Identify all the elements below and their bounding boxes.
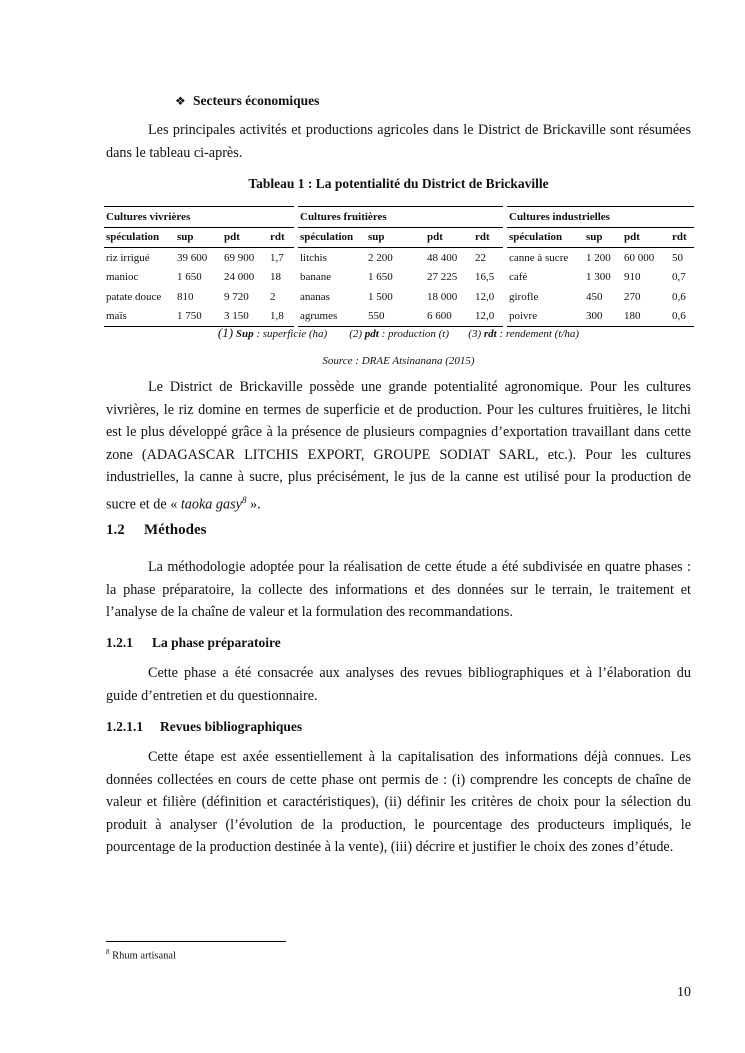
column-header: pdt — [425, 227, 473, 248]
section-heading-methodes: 1.2 Méthodes — [106, 522, 207, 538]
group-header-industrielles: Cultures industrielles — [507, 207, 694, 228]
table-cell: 0,6 — [672, 290, 686, 303]
section-heading-secteurs — [175, 93, 319, 109]
column-header: spéculation — [104, 227, 175, 248]
table-cell: 27 225 — [427, 271, 458, 284]
table-cell: banane — [300, 271, 332, 284]
table-cell: 810 — [177, 290, 194, 303]
table-column-header-row — [104, 227, 694, 248]
crop-potential-table — [104, 206, 694, 327]
table-cell: 0,6 — [670, 307, 694, 327]
table-cell: 910 — [624, 271, 641, 284]
footnote-ref: 8 — [241, 494, 247, 505]
footnote-divider — [106, 941, 286, 942]
group-header-fruitieres: Cultures fruitières — [298, 207, 503, 228]
section-heading-text: Secteurs économiques — [193, 93, 320, 108]
table-cell: 1 500 — [368, 290, 393, 303]
table-cell: agrumes — [298, 307, 366, 327]
table-row — [104, 307, 694, 327]
table-cell: ananas — [300, 290, 330, 303]
table-cell: 0,7 — [672, 271, 686, 284]
table-cell: 6 600 — [425, 307, 473, 327]
column-header: rdt — [670, 227, 694, 248]
table-cell: 1 300 — [586, 271, 611, 284]
table-group-row — [104, 207, 694, 228]
table-cell: 69 900 — [224, 251, 255, 264]
bibliography-paragraph: Cette étape est axée essentiellement à la capitalisation des informations déjà connues. Les données collectées en cours de cette phase ont permis de : (i) comprendre les concepts de chaîne de valeur et filière (définition et caractéristiques), (ii) définir les critères de choix pour la sélection du produit à analyser (l’évolution de la production, le pourcentage des producteurs impliqués, le pourcentage de la production destinée à la vente), (iii) décrire et justifier le choix des zones d’étude. — [106, 749, 691, 856]
table-cell: 12,0 — [475, 290, 495, 303]
potential-paragraph: Le District de Brickaville possède une grande potentialité agronomique. Pour les cultures vivrières, le riz domine en termes de superficie et de production. Pour les cultures fruitières, le litchi est le plus développé grâce à la présence de plusieurs compagnies d’exportation travaillant dans cette zone (ADAGASCAR LITCHIS EXPORT, GROUPE SODIAT SARL, etc.). Pour les cultures industrielles, la canne à sucre, plus précisément, le jus de la canne est utilisé pour la production de sucre et de « taoka gasy$^8$ ». — [106, 379, 691, 513]
table-cell: patate douce — [106, 290, 162, 303]
table-cell: maïs — [104, 307, 175, 327]
column-header: sup — [584, 227, 622, 248]
table-source: Source : DRAE Atsinanana (2015) — [322, 355, 475, 367]
table-cell: 450 — [586, 290, 603, 303]
column-header: pdt — [222, 227, 268, 248]
section-heading-revues: 1.2.1.1 Revues bibliographiques — [106, 719, 303, 734]
table-cell: 1 750 — [175, 307, 222, 327]
table-cell: 1,8 — [268, 307, 294, 327]
methodology-paragraph: La méthodologie adoptée pour la réalisation de cette étude a été subdivisée en quatre phases : la phase préparatoire, la collecte des informations et des données sur le terrain, le traitement et l’analyse de la chaîne de valeur et la formulation des recommandations. — [106, 559, 691, 621]
table-cell: 18 — [270, 271, 281, 284]
footnote: $^8$ Rhum artisanal — [106, 948, 176, 962]
table-cell: 1,7 — [270, 251, 284, 264]
table-cell: 18 000 — [427, 290, 458, 303]
table-cell: 3 150 — [222, 307, 268, 327]
page-number: 10 — [677, 985, 691, 1000]
column-header: rdt — [473, 227, 503, 248]
table-caption: Tableau 1 : La potentialité du District de Brickaville — [248, 176, 549, 191]
column-header: sup — [175, 227, 222, 248]
table-cell: 24 000 — [224, 271, 255, 284]
table-cell: manioc — [106, 271, 139, 284]
table-cell: café — [509, 271, 528, 284]
preparatory-paragraph: Cette phase a été consacrée aux analyses des revues bibliographiques et à l’élaboration du guide d’entretien et du questionnaire. — [106, 665, 691, 704]
column-header: spéculation — [507, 227, 584, 248]
table-cell: 16,5 — [475, 271, 495, 284]
table-cell: 60 000 — [624, 251, 655, 264]
table-cell: 50 — [672, 251, 683, 264]
table-cell: 180 — [622, 307, 670, 327]
diamond-bullet-icon: ❖ — [175, 94, 186, 108]
table-cell: 2 — [270, 290, 276, 303]
table-cell: 22 — [475, 251, 486, 264]
table-row — [104, 287, 694, 307]
table-cell: poivre — [507, 307, 584, 327]
table-cell: 9 720 — [224, 290, 249, 303]
table-cell: 1 650 — [368, 271, 393, 284]
table-cell: 300 — [584, 307, 622, 327]
table-cell: girofle — [509, 290, 539, 303]
table-cell: 2 200 — [368, 251, 393, 264]
table-cell: 550 — [366, 307, 425, 327]
table-cell: 39 600 — [177, 251, 208, 264]
group-header-vivrieres: Cultures vivrières — [104, 207, 294, 228]
table-cell: riz irrigué — [106, 251, 150, 264]
column-header: rdt — [268, 227, 294, 248]
table-row — [104, 248, 694, 268]
table-cell: 1 200 — [586, 251, 611, 264]
table-legend: (1) Sup : superficie (ha) (2) pdt : production (t) (3) rdt : rendement (t/ha) — [217, 325, 580, 340]
intro-paragraph: Les principales activités et productions agricoles dans le District de Brickaville sont résumées dans le tableau ci-après. — [106, 122, 691, 161]
table-cell: litchis — [300, 251, 327, 264]
table-row — [104, 268, 694, 288]
column-header: sup — [366, 227, 425, 248]
column-header: pdt — [622, 227, 670, 248]
column-header: spéculation — [298, 227, 366, 248]
table-cell: 270 — [624, 290, 641, 303]
table-cell: 1 650 — [177, 271, 202, 284]
table-cell: 48 400 — [427, 251, 458, 264]
table-cell: 12,0 — [473, 307, 503, 327]
table-cell: canne à sucre — [509, 251, 569, 264]
section-heading-phase-preparatoire: 1.2.1 La phase préparatoire — [106, 635, 281, 650]
